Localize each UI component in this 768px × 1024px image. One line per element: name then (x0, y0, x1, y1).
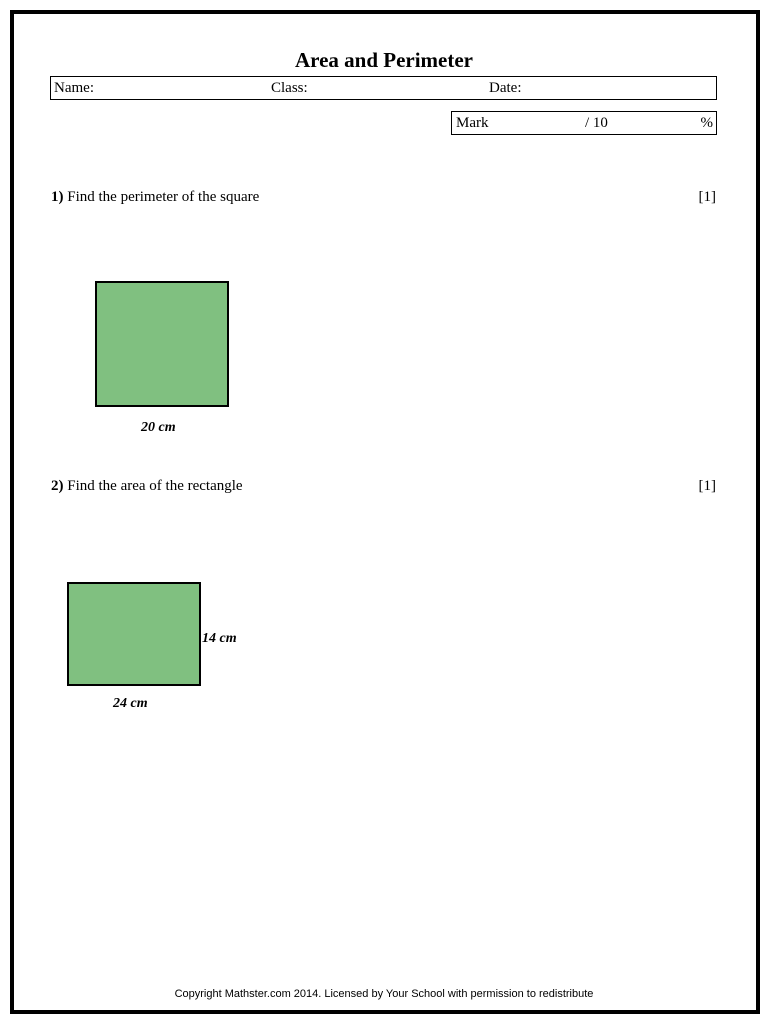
page-title: Area and Perimeter (294, 48, 474, 72)
name-label: Name: (54, 80, 94, 96)
question-2-text: Find the area of the rectangle (67, 478, 243, 494)
percent-label: % (700, 115, 713, 131)
student-info-box (50, 76, 717, 100)
question-1 (51, 189, 259, 206)
date-label: Date: (489, 80, 522, 96)
green-rectangle (67, 582, 201, 686)
mark-box (451, 111, 717, 135)
question-2-number: 2) (51, 478, 64, 494)
square-bottom-dimension: 20 cm (141, 420, 176, 435)
copyright-footer: Copyright Mathster.com 2014. Licensed by Your School with permission to redistribute (174, 988, 594, 1000)
class-label: Class: (271, 80, 308, 96)
green-square (95, 281, 229, 407)
rectangle-right-dimension: 14 cm (202, 631, 237, 646)
question-2-marks: [1] (698, 478, 716, 494)
question-1-text: Find the perimeter of the square (67, 189, 260, 205)
question-2 (51, 478, 243, 495)
question-1-number: 1) (51, 189, 64, 205)
question-1-marks: [1] (698, 189, 716, 205)
rectangle-bottom-dimension: 24 cm (113, 696, 148, 711)
page-border (10, 10, 760, 1014)
mark-total: / 10 (585, 115, 608, 131)
mark-label: Mark (456, 115, 489, 131)
